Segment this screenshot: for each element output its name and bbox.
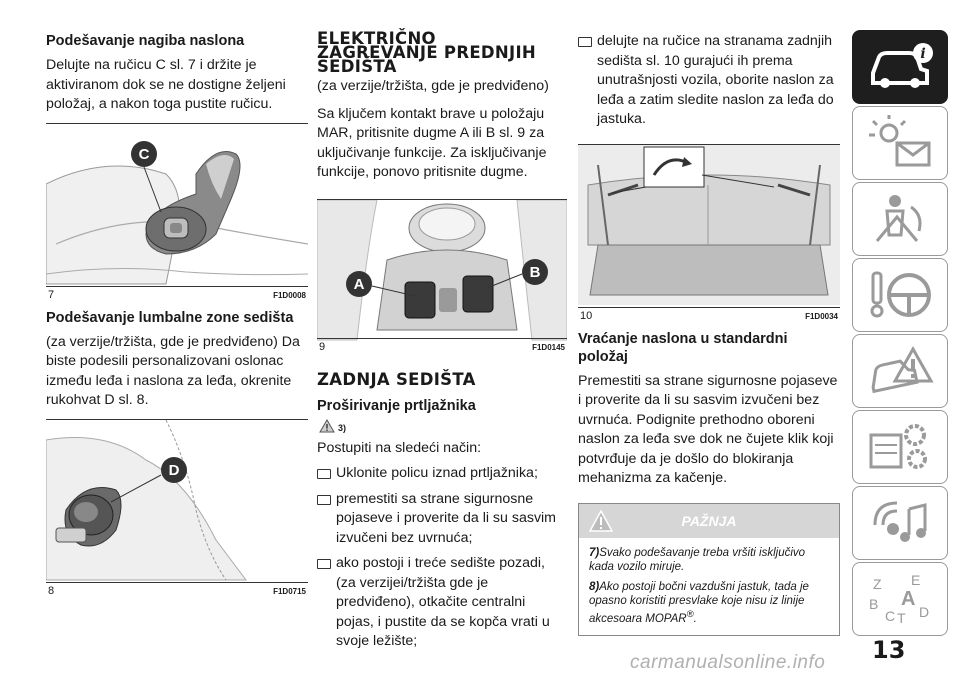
svg-text:D: D <box>919 604 930 620</box>
figure-7-code: F1D0008 <box>270 291 306 300</box>
tab-multimedia[interactable] <box>852 486 948 560</box>
callout-b-label: B <box>529 263 541 281</box>
rear-seat-fold-illustration <box>578 145 840 324</box>
figure-10-code: F1D0034 <box>802 312 838 321</box>
warning-lights-icon <box>867 115 937 171</box>
heading-seat-tilt: Podešavanje nagiba naslona <box>46 33 245 49</box>
heading-rear-seats: ZADNJA SEDIŠTA <box>317 369 476 389</box>
svg-text:Z: Z <box>873 576 882 592</box>
steering-wheel-icon <box>867 267 937 323</box>
multimedia-icon <box>867 495 937 551</box>
paragraph-heated-note: (za verzije/tržišta, gde je predviđeno) <box>317 78 549 94</box>
svg-text:i: i <box>920 46 926 62</box>
callout-a-label: A <box>353 275 365 293</box>
callout-c-label: C <box>138 145 150 163</box>
figure-9-number: 9 <box>319 341 328 353</box>
checkbox-bullet-icon <box>317 495 331 505</box>
heading-line-3: SEDIŠTA <box>317 57 397 76</box>
watermark: carmanualsonline.info <box>630 652 826 673</box>
safety-icon <box>867 191 937 247</box>
paragraph-lumbar: (za verzije/tržišta, gde je predviđeno) Da biste podesili personalizovani oslonac između leđa i naslona za leđa, okrenite rukohvat D sl. 8. <box>46 333 300 408</box>
page-number: 13 <box>872 636 906 664</box>
svg-text:T: T <box>897 610 906 626</box>
svg-text:B: B <box>869 596 879 612</box>
column-2 <box>317 29 567 652</box>
paragraph-procedure: Postupiti na sledeći način: <box>317 439 482 456</box>
svg-text:A: A <box>901 588 916 610</box>
list-item: delujte na ručice na stranama zadnjih sedišta sl. 10 gurajući ih prema unutrašnjosti vozila, oborite naslon za leđa a zatim sledite naslon za leđa do jastuka. <box>578 32 840 130</box>
figure-10 <box>578 144 840 324</box>
warning-item: 8)Ako postoji bočni vazdušni jastuk, tada je opasno koristiti presvlake koje nisu iz linije akcesoara MOPAR®. <box>589 580 809 625</box>
heading-line-2: ZAGREVANJE PREDNJIH <box>317 43 536 62</box>
bullet-list <box>317 464 567 652</box>
heading-line-1: ELEKTRIČNO <box>317 29 436 48</box>
list-item: ako postoji i treće sedište pozadi, (za verzijei/tržišta gde je predviđeno), otkačite centralni pojas, i pustite da se kopča vrati u svoje ležište; <box>317 554 567 652</box>
heading-lumbar: Podešavanje lumbalne zone sedišta <box>46 309 294 326</box>
warning-reference-number: 3) <box>338 422 347 433</box>
car-info-icon <box>867 39 937 95</box>
column-1 <box>46 32 308 599</box>
figure-7 <box>46 123 308 303</box>
warning-title: PAŽNJA <box>681 512 737 529</box>
tab-safety[interactable] <box>852 182 948 256</box>
figure-8-code: F1D0715 <box>270 587 306 596</box>
warning-reference <box>319 419 567 433</box>
warning-triangle-icon <box>589 510 613 532</box>
heading-heated-seats <box>317 29 567 76</box>
list-item: premestiti sa strane sigurnosne pojaseve i proverite da li su sasvim izvučeni bez uvrnuća; <box>317 490 567 549</box>
warning-box-header <box>579 504 839 538</box>
tab-warning-lights[interactable] <box>852 106 948 180</box>
heading-restore-backrest: Vraćanje naslona u standardni položaj <box>578 330 788 365</box>
column-3 <box>578 32 840 636</box>
checkbox-bullet-icon <box>317 469 331 479</box>
maintenance-icon <box>867 419 937 475</box>
warning-triangle-icon <box>319 419 335 433</box>
seat-lever-illustration <box>46 124 308 303</box>
tab-driving[interactable] <box>852 258 948 332</box>
lumbar-knob-illustration <box>46 420 308 599</box>
figure-8 <box>46 419 308 599</box>
figure-9-code: F1D0145 <box>529 343 565 352</box>
heated-seat-buttons-illustration <box>317 200 567 355</box>
paragraph-heated-instructions: Sa ključem kontakt brave u položaju MAR, pritisnite dugme A ili B sl. 9 za uključivanje funkcije. Za isključivanje funkcije, ponovo pritisnite dugme. <box>317 105 547 180</box>
figure-7-number: 7 <box>48 289 57 301</box>
tab-maintenance[interactable] <box>852 410 948 484</box>
checkbox-bullet-icon <box>317 559 331 569</box>
checkbox-bullet-icon <box>578 37 592 47</box>
figure-8-number: 8 <box>48 585 57 597</box>
warning-box <box>578 503 840 637</box>
tab-car-info[interactable] <box>852 30 948 104</box>
svg-text:E: E <box>911 572 921 588</box>
heading-extend-trunk: Proširivanje prtljažnika <box>317 397 476 414</box>
list-item: Uklonite policu iznad prtljažnika; <box>317 464 567 484</box>
figure-9 <box>317 199 567 355</box>
emergency-icon <box>867 343 937 399</box>
tab-emergency[interactable] <box>852 334 948 408</box>
paragraph-seat-tilt: Delujte na ručicu C sl. 7 i držite je aktiviranom dok se ne dostigne željeni položaj, a nakon toga pustite ručicu. <box>46 57 286 112</box>
warning-box-body <box>579 538 839 636</box>
svg-text:C: C <box>885 608 896 624</box>
callout-d-label: D <box>168 461 180 479</box>
tab-index[interactable] <box>852 562 948 636</box>
index-icon <box>867 571 937 627</box>
paragraph-restore-backrest: Premestiti sa strane sigurnosne pojaseve i proverite da li su sasvim izvučeni bez uvrnuća. Podignite prethodno oboreni naslon za leđa sve dok ne čujete klik koji potvrđuje da je došlo do blokiranja mehanizma za kačenje. <box>578 372 838 486</box>
figure-10-number: 10 <box>580 310 595 322</box>
warning-item: 7)Svako podešavanje treba vršiti isključivo kada vozilo miruje. <box>589 546 806 573</box>
